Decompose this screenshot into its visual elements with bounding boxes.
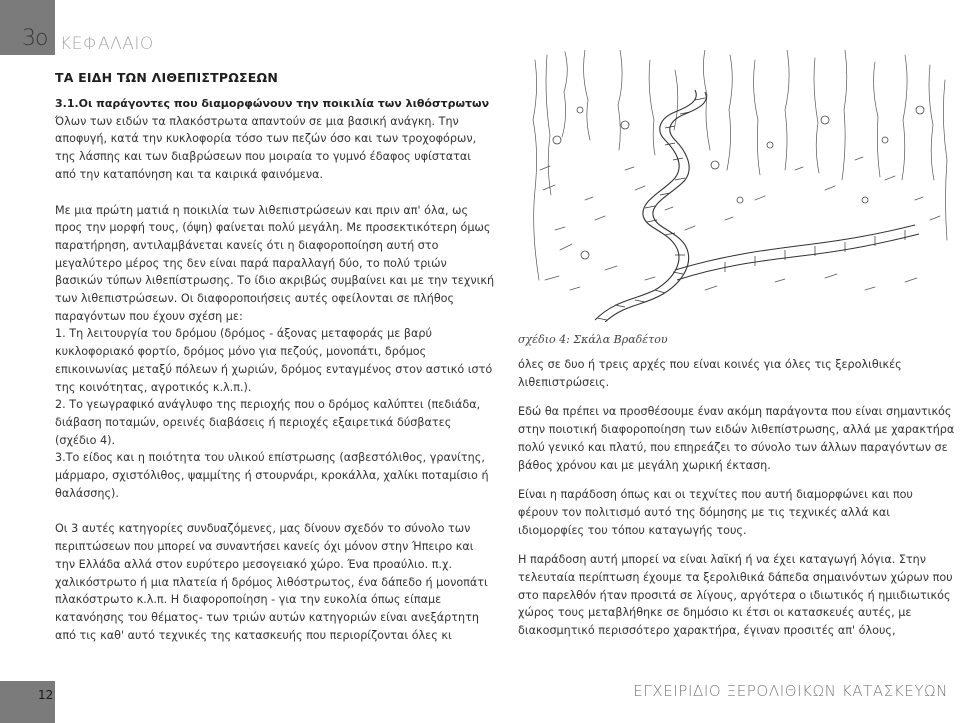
chapter-label: ΚΕΦΑΛΑΙΟ bbox=[60, 34, 154, 54]
chapter-number: 3o bbox=[22, 26, 48, 51]
right-text-column bbox=[518, 356, 956, 640]
paragraph: 3.Το είδος και η ποιότητα του υλικού επίστρωσης (ασβεστόλιθος, γρανίτης, μάρμαρο, σχιστόλιθος, ψαμμίτης ή στουρνάρι, κροκάλλα, χαλίκι ποταμίσιο ή θαλάσσης). bbox=[55, 451, 489, 500]
paragraph: Οι 3 αυτές κατηγορίες συνδυαζόμενες, μας δίνουν σχεδόν το σύνολο των περιπτώσεων που μπορεί να συναντήσει κανείς όχι μόνον στην Ήπειρο και την Ελλάδα αλλά στον ευρύτερο μεσογειακό χώρο. Ένα προαύλιο. π.χ. χαλικόστρωτο ή μια πλατεία ή δρόμος λιθόστρωτος, ένα δάπεδο ή μονοπάτι πλακόστρωτο κ.λ.π. Η διαφοροποίηση - για την ευκολία όπως είπαμε κατανόησης του θέματος- των τριών αυτών κατηγοριών είναι ανεξάρτητη από τις καθ' αυτό τεχνικές της κατασκευής που περιορίζονται όλες κι bbox=[55, 522, 488, 642]
paragraph: Είναι η παράδοση όπως και οι τεχνίτες που αυτή διαμορφώνει και που φέρουν τον πολιτισμό αυτό της δόμησης με τις τεχνικές αλλά και ιδιομορφίες του τόπου καταγωγής τους. bbox=[518, 488, 913, 537]
paragraph: Όλων των ειδών τα πλακόστρωτα απαντούν σε μια βασική ανάγκη. Την αποφυγή, κατά την κυκλοφορία τόσο των πεζών όσο και των τροχοφόρων, της λάσπης και των διαβρώσεων που μοιραία το γυμνό έδαφος υφίσταται από την καταπόνηση και τα καιρικά φαινόμενα. bbox=[55, 114, 477, 181]
page-number: 12 bbox=[38, 688, 54, 702]
paragraph: όλες σε δυο ή τρεις αρχές που είναι κοινές για όλες τις ξερολιθικές λιθεπιστρώσεις. bbox=[518, 358, 902, 389]
paragraph: 1. Τη λειτουργία του δρόμου (δρόμος - άξονας μεταφοράς με βαρύ κυκλοφοριακό φορτίο, δρόμος μόνο για πεζούς, μονοπάτι, δρόμος επικοινωνίας μεταξύ πόλεων ή χωριών, δρόμος ενταγμένος στον αστικό ιστό της κοινότητας, αγροτικός κ.λ.π.). bbox=[55, 327, 493, 394]
paragraph: Εδώ θα πρέπει να προσθέσουμε έναν ακόμη παράγοντα που είναι σημαντικός στην ποιοτική διαφοροποίηση των ειδών λιθεπίστρωσης, αλλά με χαρακτήρα πολύ γενικό και πλατύ, που επηρεάζει το σύνολο των άλλων παραγόντων σε βάθος χρόνου και με μεγάλη χωρική έκταση. bbox=[518, 405, 955, 472]
book-title: ΕΓΧΕΙΡΙΔΙΟ ΞΕΡΟΛΙΘΙΚΩΝ ΚΑΤΑΣΚΕΥΩΝ bbox=[633, 682, 948, 700]
paragraph: Με μια πρώτη ματιά η ποικιλία των λιθεπιστρώσεων και πριν απ' όλα, ως προς την μορφή τους, (όψη) φαίνεται πολύ μεγάλη. Με προσεκτικότερη όμως παρατήρηση, αντιλαμβάνεται κανείς ότι η διαφοροποίηση αυτή στο μεγαλύτερο μέρος της δεν είναι παρά παραλλαγή δύο, το πολύ τριών βασικών τύπων λιθεπίστρωσης. Το ίδιο ακριβώς συμβαίνει και με την τεχνική των λιθεπιστρώσεων. Οι διαφοροποιήσεις αυτές οφείλονται σε πλήθος παραγόντων που έχουν σχέση με: bbox=[55, 203, 495, 323]
paragraph: Η παράδοση αυτή μπορεί να είναι λαϊκή ή να έχει καταγωγή λόγια. Στην τελευταία περίπτωση έχουμε τα ξερολιθικά δάπεδα σημαινόντων χώρων που στο παρελθόν ήταν προσιτά σε λίγους, αργότερα ο ιδιωτικός ή ημιιδιωτικός χώρος τους μεταβλήθηκε σε δημόσιο κι έτσι οι κατασκευές αυτές, με διακοσμητικό περισσότερο χαρακτήρα, έγιναν προσιτές απ' όλους, bbox=[518, 553, 953, 638]
paragraph: 2. Το γεωγραφικό ανάγλυφο της περιοχής που ο δρόμος καλύπτει (πεδιάδα, διάβαση ποταμών, ορεινές διαβάσεις ή περιοχές εξαιρετικά δύσβατες (σχέδιο 4). bbox=[55, 398, 481, 447]
subsection-title: 3.1.Οι παράγοντες που διαμορφώνουν την ποικιλία των λιθόστρωτων bbox=[55, 97, 490, 110]
left-text-column bbox=[55, 95, 495, 644]
stair-path-sketch bbox=[525, 50, 950, 322]
section-title: ΤΑ ΕΙΔΗ ΤΩΝ ΛΙΘΕΠΙΣΤΡΩΣΕΩΝ bbox=[55, 70, 279, 85]
figure-caption: σχέδιο 4: Σκάλα Βραδέτου bbox=[518, 333, 668, 346]
